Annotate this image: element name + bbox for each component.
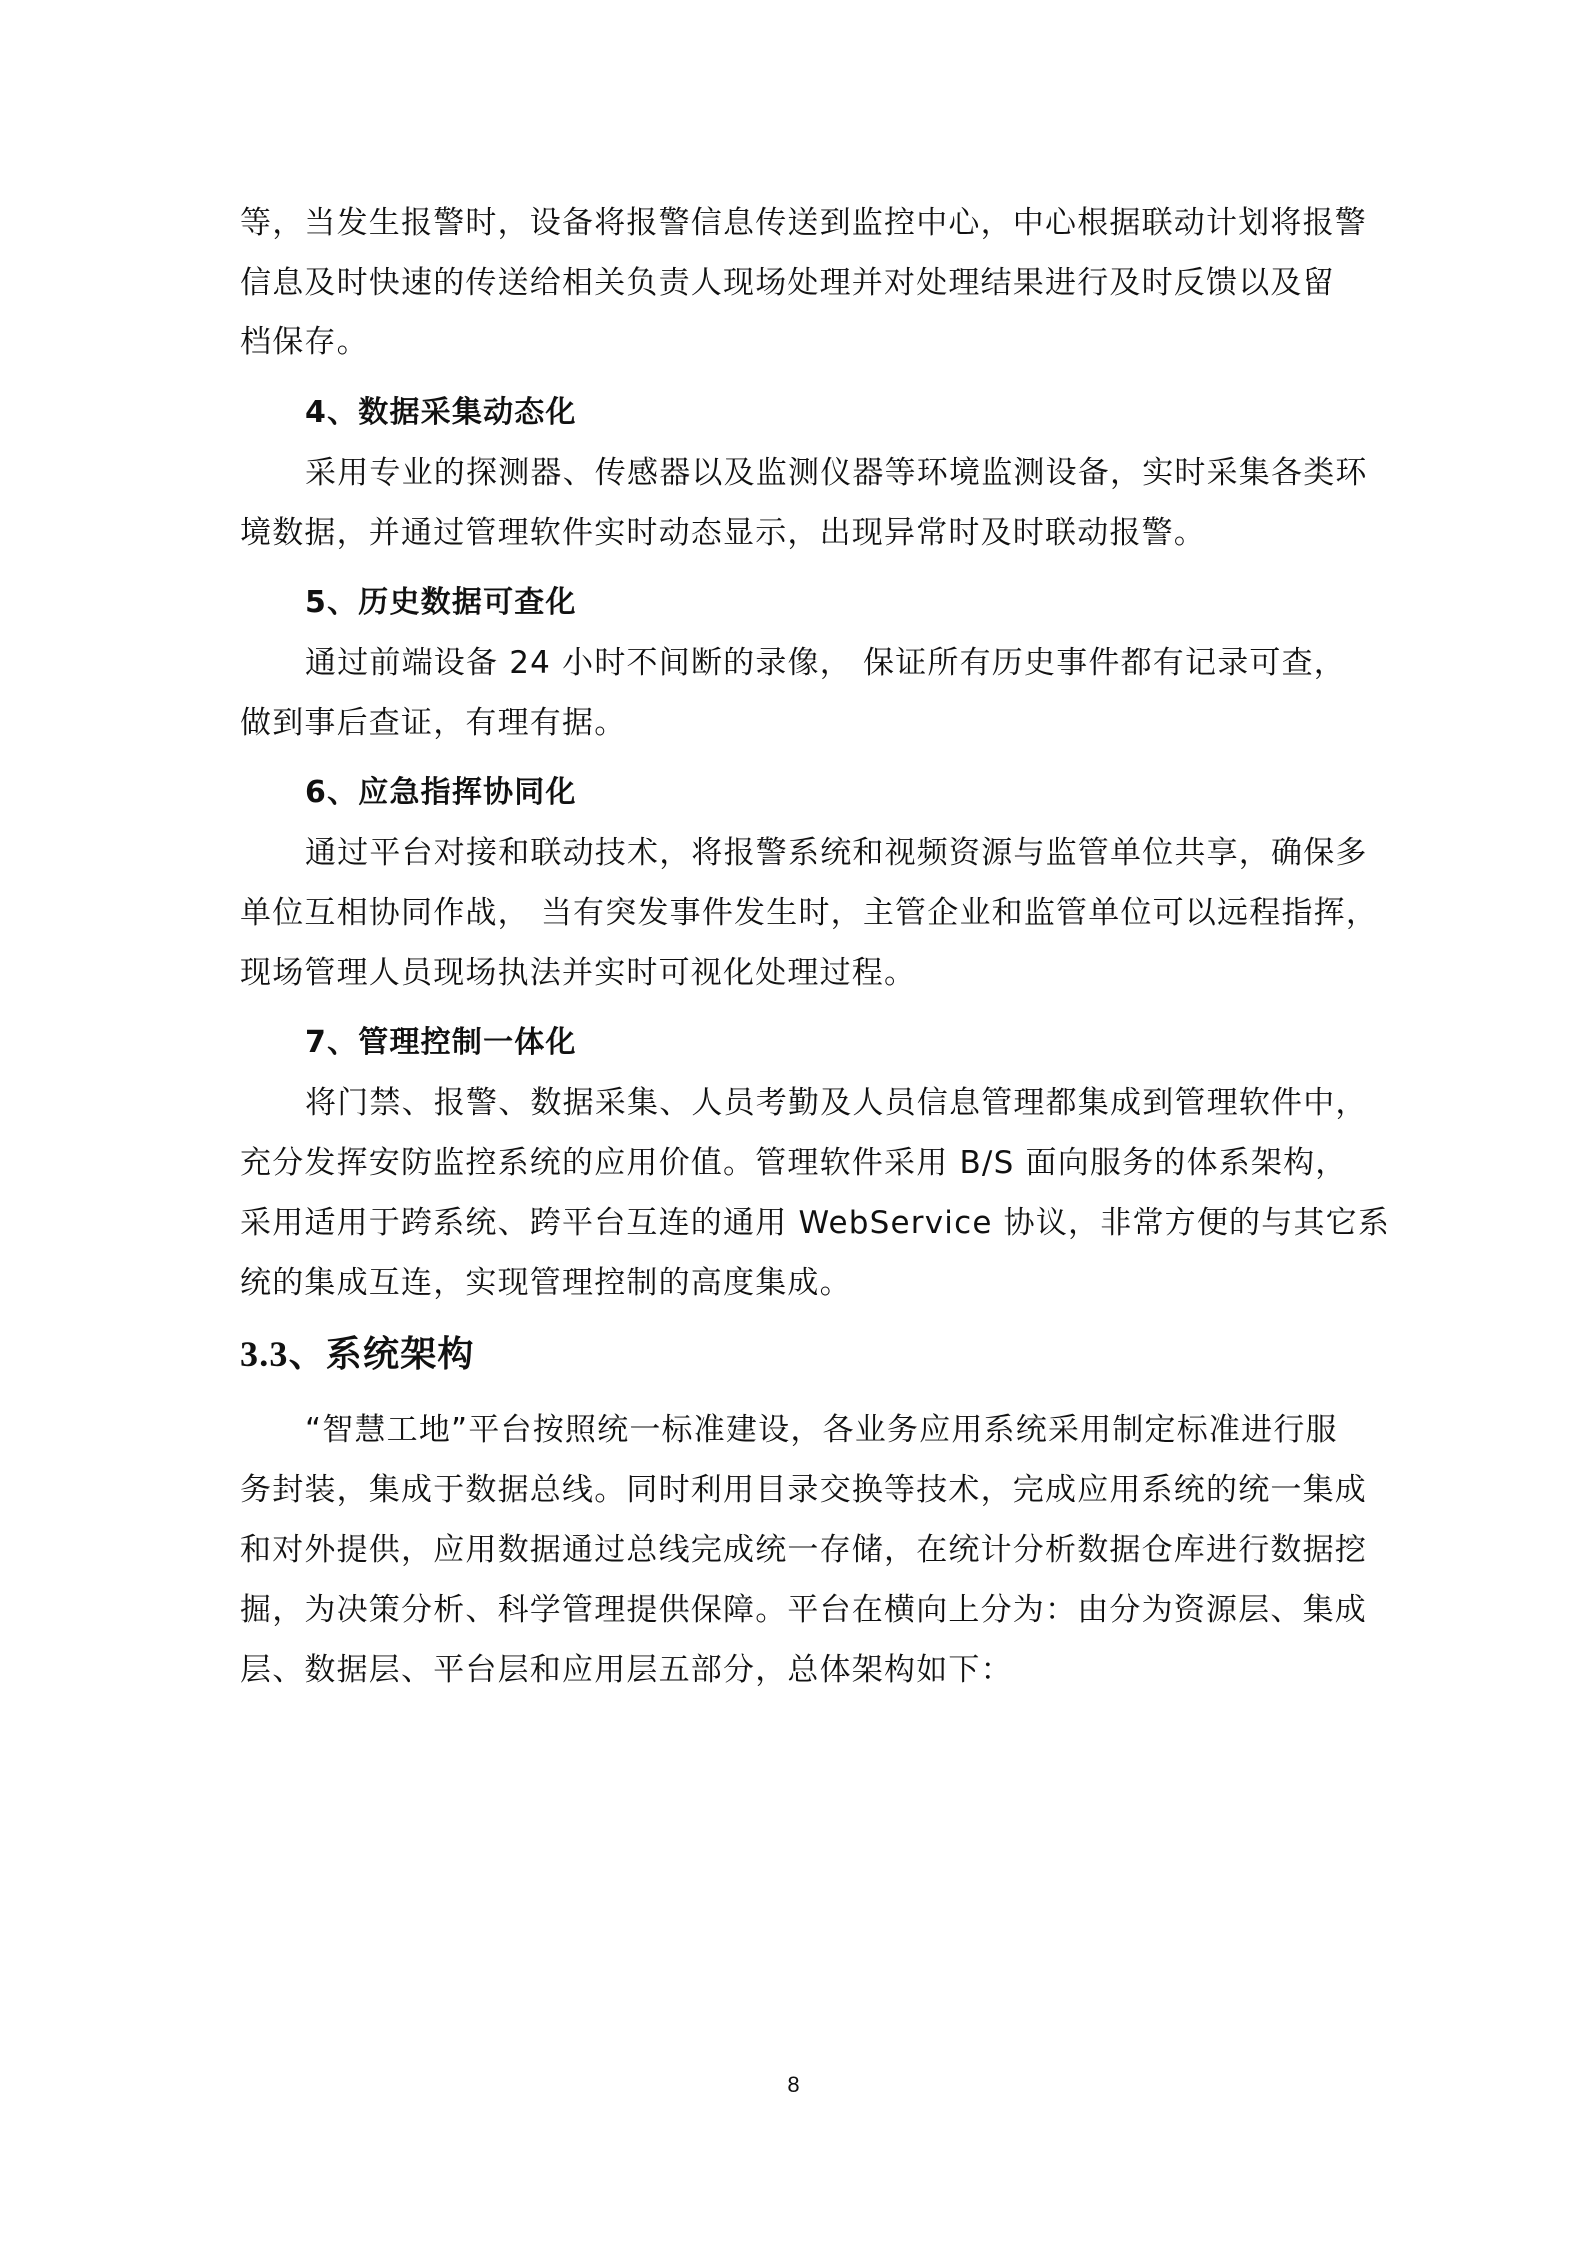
- paragraph-line: 信息及时快速的传送给相关负责人现场处理并对处理结果进行及时反馈以及留: [240, 265, 1335, 301]
- item-heading-5: 5、历史数据可查化: [305, 585, 577, 620]
- paragraph-line: 采用专业的探测器、传感器以及监测仪器等环境监测设备，实时采集各类环: [305, 455, 1368, 491]
- paragraph-line: 统的集成互连，实现管理控制的高度集成。: [240, 1265, 852, 1301]
- paragraph-line: 做到事后查证，有理有据。: [240, 705, 627, 741]
- paragraph-line: 采用适用于跨系统、跨平台互连的通用 WebService 协议，非常方便的与其它系: [240, 1205, 1391, 1241]
- paragraph-line: 现场管理人员现场执法并实时可视化处理过程。: [240, 955, 917, 991]
- paragraph-line: 层、数据层、平台层和应用层五部分，总体架构如下：: [240, 1652, 1013, 1688]
- section-title: 3.3、系统架构: [240, 1334, 475, 1374]
- paragraph-line: 等，当发生报警时，设备将报警信息传送到监控中心，中心根据联动计划将报警: [240, 205, 1367, 241]
- page-number: 8: [787, 2072, 800, 2097]
- paragraph-line: “智慧工地”平台按照统一标准建设，各业务应用系统采用制定标准进行服: [305, 1412, 1338, 1448]
- item-heading-7: 7、管理控制一体化: [305, 1025, 577, 1060]
- paragraph-line: 充分发挥安防监控系统的应用价值。管理软件采用 B/S 面向服务的体系架构，: [240, 1145, 1348, 1181]
- paragraph-line: 将门禁、报警、数据采集、人员考勤及人员信息管理都集成到管理软件中，: [305, 1085, 1368, 1121]
- paragraph-line: 单位互相协同作战， 当有突发事件发生时，主管企业和监管单位可以远程指挥，: [240, 895, 1379, 931]
- paragraph-line: 掘，为决策分析、科学管理提供保障。平台在横向上分为：由分为资源层、集成: [240, 1592, 1367, 1628]
- paragraph-line: 务封装，集成于数据总线。同时利用目录交换等技术，完成应用系统的统一集成: [240, 1472, 1367, 1508]
- item-heading-4: 4、数据采集动态化: [305, 395, 577, 430]
- paragraph-line: 通过前端设备 24 小时不间断的录像， 保证所有历史事件都有记录可查，: [305, 645, 1347, 681]
- paragraph-line: 境数据，并通过管理软件实时动态显示，出现异常时及时联动报警。: [240, 515, 1206, 551]
- item-heading-6: 6、应急指挥协同化: [305, 775, 577, 810]
- paragraph-line: 通过平台对接和联动技术，将报警系统和视频资源与监管单位共享，确保多: [305, 835, 1368, 871]
- paragraph-line: 和对外提供，应用数据通过总线完成统一存储，在统计分析数据仓库进行数据挖: [240, 1532, 1367, 1568]
- paragraph-line: 档保存。: [240, 324, 369, 360]
